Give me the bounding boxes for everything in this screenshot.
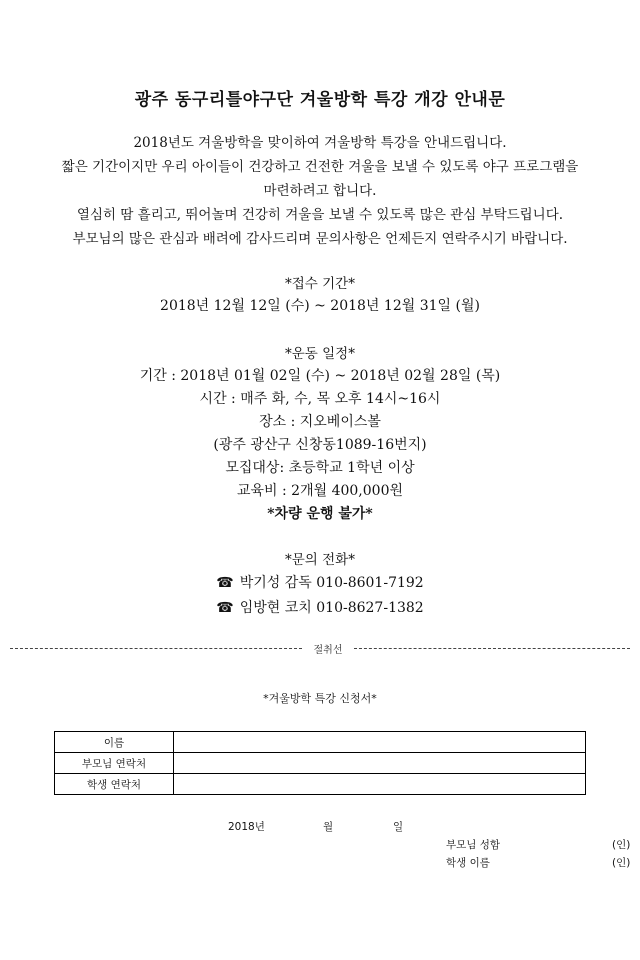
- schedule-place: 장소 : 지오베이스볼: [259, 414, 381, 430]
- form-label-name: 이름: [55, 732, 174, 753]
- intro-line-4: 열심히 땀 흘리고, 뛰어놀며 건강히 겨울을 보낼 수 있도록 많은 관심 부탁드립니다.: [76, 207, 564, 223]
- contact-text-1: 박기성 감독 010-8601-7192: [239, 575, 424, 591]
- application-form-table: [54, 731, 586, 795]
- reception-period: 2018년 12월 12일 (수) ~ 2018년 12월 31일 (월): [160, 298, 480, 314]
- cut-dash-right: [354, 648, 630, 649]
- form-label-student-contact: 학생 연락처: [55, 774, 174, 795]
- signature-label-student: 학생 이름: [446, 857, 490, 869]
- schedule-note: *차량 운행 불가*: [267, 506, 373, 522]
- form-field-student-contact[interactable]: [174, 774, 586, 795]
- cut-dash-left: [10, 648, 302, 649]
- date-day: 일: [393, 821, 404, 833]
- seal-student: (인): [612, 857, 631, 869]
- page-title: 광주 동구리틀야구단 겨울방학 특강 개강 안내문: [134, 90, 506, 110]
- schedule-target: 모집대상: 초등학교 1학년 이상: [225, 460, 415, 476]
- schedule-fee: 교육비 : 2개월 400,000원: [236, 483, 403, 499]
- seal-parent: (인): [612, 839, 631, 851]
- intro-line-2: 짧은 기간이지만 우리 아이들이 건강하고 건전한 겨울을 보낼 수 있도록 야구 프로그램을: [61, 159, 579, 175]
- schedule-time: 시간 : 매주 화, 수, 목 오후 14시~16시: [199, 391, 441, 407]
- contact-heading: *문의 전화*: [285, 552, 355, 568]
- schedule-address: (광주 광산구 신창동1089-16번지): [213, 437, 427, 453]
- intro-line-1: 2018년도 겨울방학을 맞이하여 겨울방학 특강을 안내드립니다.: [133, 135, 507, 151]
- phone-icon: ☎: [216, 575, 234, 591]
- signature-label-parent: 부모님 성함: [446, 839, 501, 851]
- schedule-heading: *운동 일정*: [285, 346, 355, 362]
- date-year: 2018년: [228, 821, 265, 833]
- form-field-parent-contact[interactable]: [174, 753, 586, 774]
- reception-heading: *접수 기간*: [285, 276, 355, 292]
- table-row: [55, 732, 586, 753]
- contact-line-2: [0, 597, 640, 617]
- cut-label: 절취선: [313, 645, 343, 656]
- contact-line-1: [0, 572, 640, 592]
- date-month: 월: [323, 821, 334, 833]
- intro-line-5: 부모님의 많은 관심과 배려에 감사드리며 문의사항은 언제든지 연락주시기 바랍니다.: [72, 231, 568, 247]
- intro-line-3: 마련하려고 합니다.: [263, 183, 377, 199]
- form-field-name[interactable]: [174, 732, 586, 753]
- phone-icon: ☎: [216, 600, 234, 616]
- schedule-period: 기간 : 2018년 01월 02일 (수) ~ 2018년 02월 28일 (목): [139, 368, 501, 384]
- cut-line: [10, 640, 630, 656]
- table-row: [55, 774, 586, 795]
- form-title: *겨울방학 특강 신청서*: [263, 692, 377, 705]
- form-label-parent-contact: 부모님 연락처: [55, 753, 174, 774]
- contact-text-2: 임방현 코치 010-8627-1382: [239, 600, 424, 616]
- table-row: [55, 753, 586, 774]
